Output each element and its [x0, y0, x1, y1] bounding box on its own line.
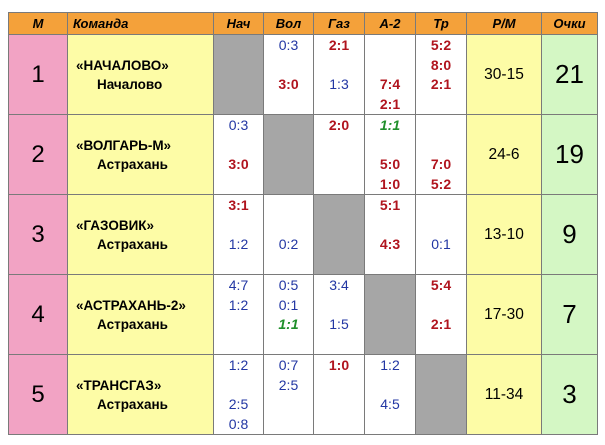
score-value: 4:3 [379, 236, 401, 252]
team-cell [68, 195, 214, 275]
points-cell: 19 [542, 115, 598, 195]
score-value: 1:3 [329, 76, 349, 92]
score-cell [314, 275, 365, 355]
score-cell [264, 275, 314, 355]
score-cell [264, 355, 314, 435]
score-value: 0:3 [278, 37, 299, 53]
score-value [365, 216, 415, 236]
score-value: 2:0 [328, 117, 350, 133]
score-value: 1:5 [329, 316, 349, 332]
score-value [416, 196, 466, 216]
team-cell [68, 115, 214, 195]
team-city: Началово [97, 76, 163, 92]
place-cell: 1 [9, 35, 68, 115]
score-list [264, 35, 313, 95]
score-value: 2:1 [379, 95, 401, 112]
score-cell [416, 275, 467, 355]
score-value: 3:4 [329, 277, 349, 293]
header-rm: Р/М [467, 13, 542, 35]
score-value: 5:2 [430, 175, 452, 192]
score-value: 0:7 [278, 357, 299, 373]
score-value: 4:5 [380, 396, 400, 412]
score-value: 2:1 [430, 76, 452, 92]
score-value: 0:2 [278, 236, 299, 252]
header-team: Команда [68, 13, 214, 35]
score-value: 5:0 [379, 156, 401, 172]
score-value: 1:1 [278, 316, 299, 332]
self-match-cell [365, 275, 416, 355]
points-cell: 9 [542, 195, 598, 275]
team-cell [68, 275, 214, 355]
score-list [264, 275, 313, 335]
score-value [365, 136, 415, 156]
self-match-cell [314, 195, 365, 275]
score-value: 3:0 [228, 156, 249, 172]
score-list [365, 35, 415, 114]
points-cell: 7 [542, 275, 598, 355]
score-value [416, 296, 466, 316]
score-value [264, 56, 313, 76]
score-list [314, 115, 364, 136]
score-list [365, 355, 415, 415]
goals-cell: 11-34 [467, 355, 542, 435]
score-value: 0:8 [228, 415, 249, 432]
place-cell: 4 [9, 275, 68, 355]
score-cell [214, 115, 264, 195]
team-name: «ГАЗОВИК» [76, 217, 155, 233]
score-value [314, 296, 364, 316]
goals-cell: 17-30 [467, 275, 542, 355]
place-cell: 3 [9, 195, 68, 275]
score-value [264, 196, 313, 216]
score-value: 5:1 [379, 197, 401, 213]
score-value: 0:1 [278, 296, 299, 313]
score-value: 0:5 [278, 277, 299, 293]
header-a2: А-2 [365, 13, 416, 35]
score-cell [214, 195, 264, 275]
score-value: 2:5 [278, 376, 299, 393]
goals-cell: 30-15 [467, 35, 542, 115]
score-list [314, 275, 364, 335]
self-match-cell [214, 35, 264, 115]
score-value: 1:2 [228, 357, 249, 373]
score-value [214, 136, 263, 156]
points-cell: 3 [542, 355, 598, 435]
score-value [214, 216, 263, 236]
header-row [9, 13, 598, 35]
place-cell: 2 [9, 115, 68, 195]
score-list [214, 115, 263, 175]
score-cell [365, 115, 416, 195]
score-value: 3:1 [228, 197, 249, 213]
table-row [9, 195, 598, 275]
score-list [214, 355, 263, 434]
score-value [416, 136, 466, 156]
score-value: 2:1 [430, 316, 452, 332]
score-list [214, 195, 263, 255]
header-place: М [9, 13, 68, 35]
goals-cell: 24-6 [467, 115, 542, 195]
score-value: 1:1 [379, 117, 401, 133]
score-value [365, 36, 415, 56]
table-row [9, 35, 598, 115]
team-name: «АСТРАХАНЬ-2» [76, 297, 186, 313]
score-value: 4:7 [228, 277, 249, 293]
score-cell [416, 115, 467, 195]
team-city: Астрахань [97, 156, 168, 172]
score-cell [365, 35, 416, 115]
score-value [365, 376, 415, 396]
score-cell [365, 355, 416, 435]
score-value [214, 376, 263, 396]
team-city: Астрахань [97, 396, 168, 412]
points-cell: 21 [542, 35, 598, 115]
score-value: 0:1 [431, 236, 451, 252]
score-list [365, 115, 415, 194]
score-value [264, 216, 313, 236]
score-list [416, 275, 466, 335]
score-value: 2:1 [328, 37, 350, 53]
place-cell: 5 [9, 355, 68, 435]
score-list [365, 195, 415, 255]
score-cell [214, 275, 264, 355]
score-value: 1:2 [228, 296, 249, 313]
score-value: 1:2 [228, 236, 249, 252]
score-value: 7:0 [430, 156, 452, 172]
score-value [416, 216, 466, 236]
score-value: 7:4 [379, 76, 401, 92]
goals-cell: 13-10 [467, 195, 542, 275]
score-value: 8:0 [430, 56, 452, 73]
header-nach: Нач [214, 13, 264, 35]
standings-table [8, 12, 598, 435]
score-cell [314, 115, 365, 195]
score-list [416, 195, 466, 255]
score-list [416, 115, 466, 194]
score-list [416, 35, 466, 95]
self-match-cell [416, 355, 467, 435]
header-gaz: Газ [314, 13, 365, 35]
score-cell [214, 355, 264, 435]
team-cell [68, 35, 214, 115]
score-list [314, 355, 364, 376]
score-list [264, 195, 313, 255]
score-cell [264, 35, 314, 115]
score-value: 0:3 [228, 117, 249, 133]
table-row [9, 275, 598, 355]
score-value: 3:0 [278, 76, 299, 92]
score-value: 1:0 [379, 175, 401, 192]
score-value: 5:4 [430, 277, 452, 293]
score-list [314, 35, 364, 95]
team-city: Астрахань [97, 316, 168, 332]
table-row [9, 115, 598, 195]
team-cell [68, 355, 214, 435]
table-row [9, 355, 598, 435]
score-cell [314, 355, 365, 435]
team-name: «НАЧАЛОВО» [76, 57, 169, 73]
header-vol: Вол [264, 13, 314, 35]
score-list [264, 355, 313, 395]
score-value [314, 56, 364, 76]
score-cell [416, 195, 467, 275]
self-match-cell [264, 115, 314, 195]
score-value [365, 56, 415, 76]
score-value: 5:2 [430, 37, 452, 53]
score-cell [314, 35, 365, 115]
team-name: «ТРАНСГАЗ» [76, 377, 162, 393]
score-value: 2:5 [228, 396, 249, 412]
header-points: Очки [542, 13, 598, 35]
team-city: Астрахань [97, 236, 168, 252]
score-value: 1:0 [328, 357, 350, 373]
team-name: «ВОЛГАРЬ-М» [76, 137, 172, 153]
score-value: 1:2 [380, 357, 400, 373]
score-list [214, 275, 263, 315]
score-cell [264, 195, 314, 275]
score-cell [365, 195, 416, 275]
score-cell [416, 35, 467, 115]
score-value [416, 116, 466, 136]
header-tr: Тр [416, 13, 467, 35]
